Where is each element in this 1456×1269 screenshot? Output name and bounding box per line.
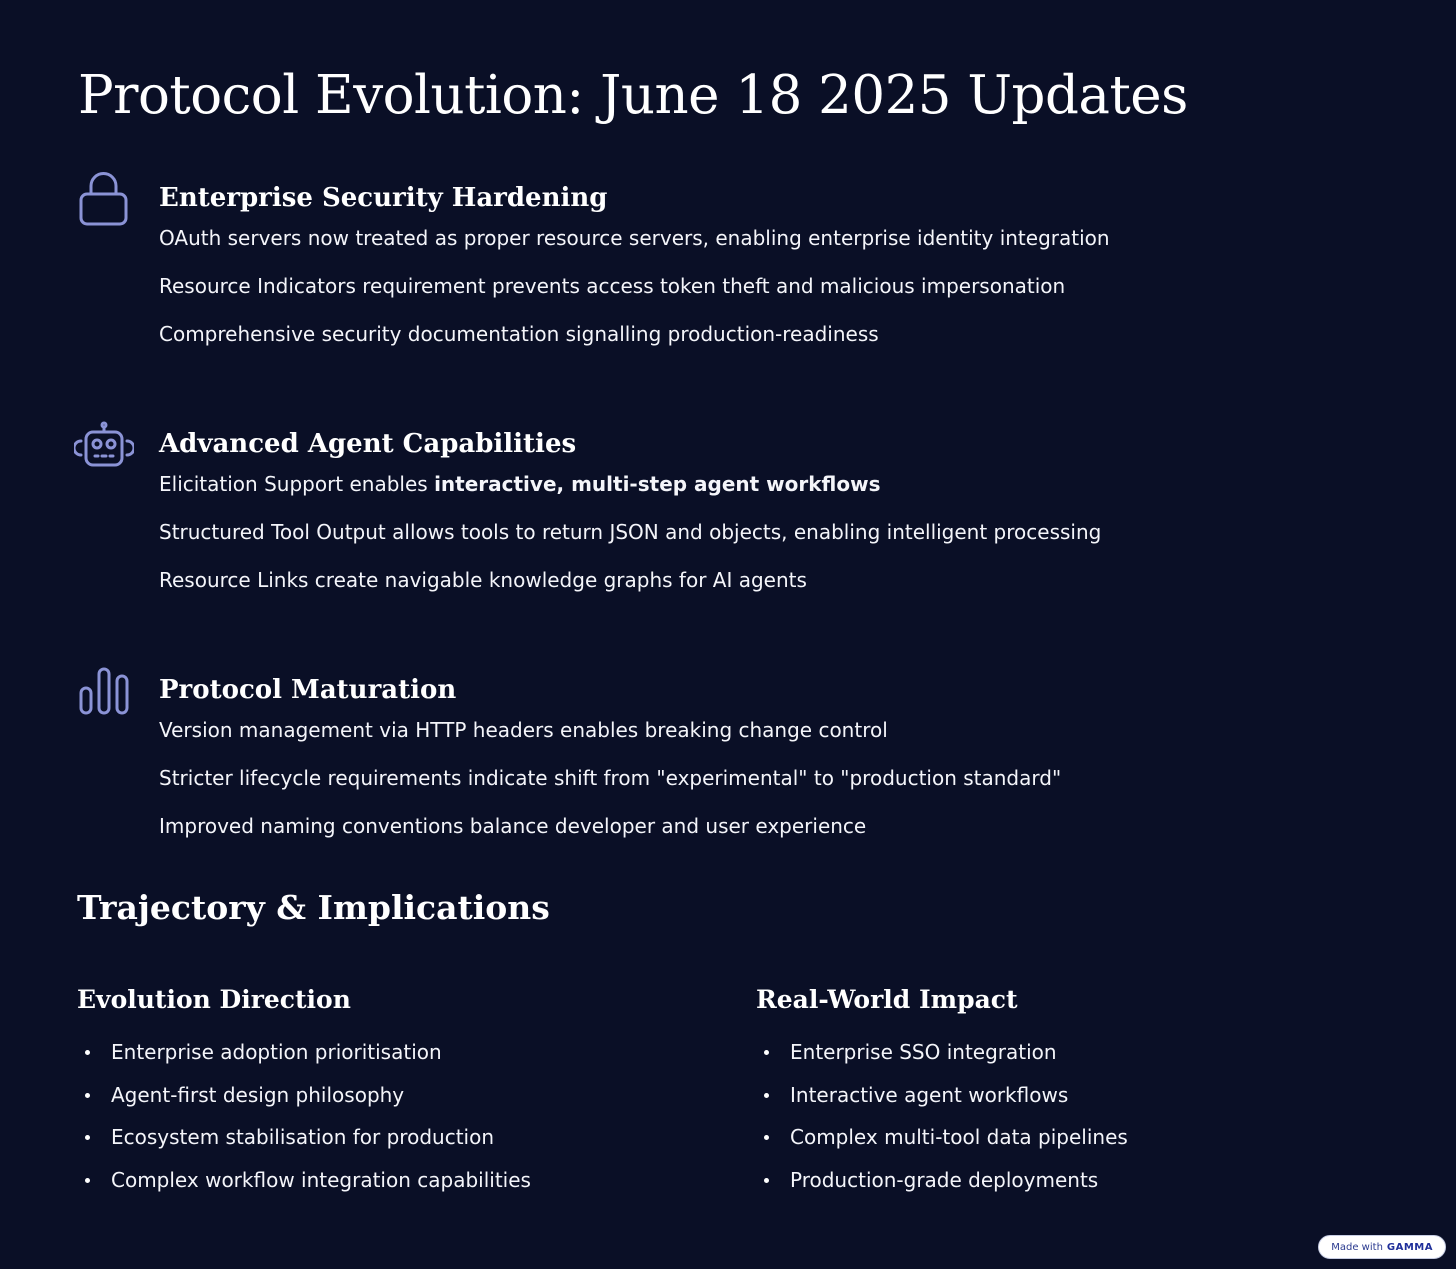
list-item: Enterprise adoption prioritisation [77, 1038, 717, 1066]
list-item: Interactive agent workflows [756, 1081, 1396, 1109]
made-with-gamma-badge[interactable] [1318, 1235, 1446, 1259]
list-item: Improved naming conventions balance developer and user experience [159, 814, 867, 838]
section-heading: Protocol Maturation [159, 675, 457, 705]
lock-icon [74, 168, 134, 228]
list-item-text: Elicitation Support enables [159, 472, 435, 496]
list-item: OAuth servers now treated as proper resource servers, enabling enterprise identity integration [159, 226, 1110, 250]
list-item: Production-grade deployments [756, 1166, 1396, 1194]
badge-prefix: Made with [1331, 1241, 1383, 1253]
section-heading: Enterprise Security Hardening [159, 183, 608, 213]
column-heading: Evolution Direction [77, 985, 351, 1014]
trajectory-title: Trajectory & Implications [77, 888, 550, 927]
bullet-list [756, 1038, 1396, 1194]
section-list [159, 470, 1101, 614]
list-item: Complex multi-tool data pipelines [756, 1123, 1396, 1151]
section-heading: Advanced Agent Capabilities [159, 429, 577, 459]
evolution-direction-column [77, 982, 717, 1208]
list-item [159, 470, 1101, 498]
list-item-emphasis: interactive, multi-step agent workflows [434, 472, 881, 496]
section-list [159, 224, 1110, 368]
robot-icon [74, 414, 134, 474]
page-title: Protocol Evolution: June 18 2025 Updates [78, 65, 1188, 126]
list-item: Complex workflow integration capabilities [77, 1166, 717, 1194]
section-list [159, 716, 1061, 860]
list-item: Enterprise SSO integration [756, 1038, 1396, 1066]
list-item: Agent-first design philosophy [77, 1081, 717, 1109]
real-world-impact-column [756, 982, 1396, 1208]
gamma-logo: GAMMA [1386, 1241, 1433, 1253]
list-item: Comprehensive security documentation signalling production-readiness [159, 322, 879, 346]
list-item: Resource Links create navigable knowledge graphs for AI agents [159, 568, 807, 592]
column-heading: Real-World Impact [756, 985, 1018, 1014]
list-item: Stricter lifecycle requirements indicate shift from "experimental" to "production standard" [159, 766, 1062, 790]
list-item: Resource Indicators requirement prevents access token theft and malicious impersonation [159, 274, 1066, 298]
list-item: Ecosystem stabilisation for production [77, 1123, 717, 1151]
list-item: Structured Tool Output allows tools to return JSON and objects, enabling intelligent processing [159, 520, 1102, 544]
list-item: Version management via HTTP headers enables breaking change control [159, 718, 888, 742]
bullet-list [77, 1038, 717, 1194]
bar-chart-icon [74, 660, 134, 720]
